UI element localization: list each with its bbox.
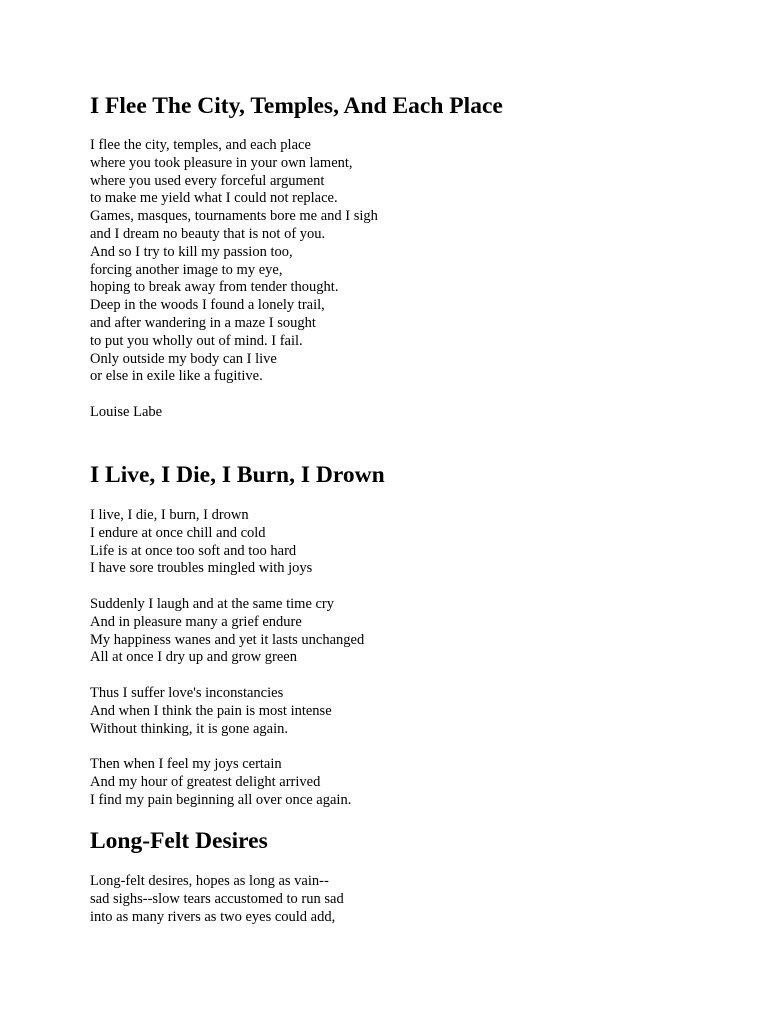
poem-body [90,507,364,810]
poem-line: I endure at once chill and cold [90,524,266,541]
poem-line: I have sore troubles mingled with joys [90,560,313,577]
poem-line: or else in exile like a fugitive. [90,368,263,385]
poem-title: I Live, I Die, I Burn, I Drown [90,462,385,488]
stanza-gap [90,667,364,685]
poem-line: I flee the city, temples, and each place [90,137,311,153]
poem-line: And in pleasure many a grief endure [90,613,302,630]
poem-line: Suddenly I laugh and at the same time cry [90,595,335,612]
poem-line: I find my pain beginning all over once again. [90,791,352,808]
poem-line: Thus I suffer love's inconstancies [90,684,284,701]
poem-line: Long-felt desires, hopes as long as vain-- [90,873,329,889]
poem-line: Games, masques, tournaments bore me and I sigh [90,208,378,225]
poem-line: Deep in the woods I found a lonely trail, [90,297,325,314]
poem-line: into as many rivers as two eyes could add, [90,908,336,925]
poem-line: I live, I die, I burn, I drown [90,507,249,523]
poem-author: Louise Labe [90,403,163,420]
stanza-gap [90,386,378,404]
poem-line: and I dream no beauty that is not of you. [90,225,326,242]
poem-line: to put you wholly out of mind. I fail. [90,332,303,349]
poem-body [90,137,378,422]
poem-line: sad sighs--slow tears accustomed to run sad [90,890,344,907]
poem-line: And when I think the pain is most intense [90,702,332,719]
poem-line: My happiness wanes and yet it lasts unchanged [90,631,365,648]
poem-line: where you used every forceful argument [90,172,325,189]
stanza-gap [90,578,364,596]
poem-line: forcing another image to my eye, [90,261,283,278]
poem-title: Long-Felt Desires [90,828,268,854]
poem-line: And my hour of greatest delight arrived [90,773,321,790]
poem-line: And so I try to kill my passion too, [90,243,293,260]
stanza-gap [90,738,364,756]
poem-line: and after wandering in a maze I sought [90,314,316,331]
poem-line: where you took pleasure in your own lament, [90,154,353,171]
poem-line: to make me yield what I could not replace. [90,190,338,207]
poem-line: hoping to break away from tender thought. [90,279,339,296]
poem-body [90,873,344,926]
poem-line: Only outside my body can I live [90,350,277,367]
poem-line: Life is at once too soft and too hard [90,542,297,559]
poem-title: I Flee The City, Temples, And Each Place [90,93,503,119]
poem-line: Without thinking, it is gone again. [90,720,288,737]
poem-line: All at once I dry up and grow green [90,649,297,666]
poem-line: Then when I feel my joys certain [90,756,282,773]
